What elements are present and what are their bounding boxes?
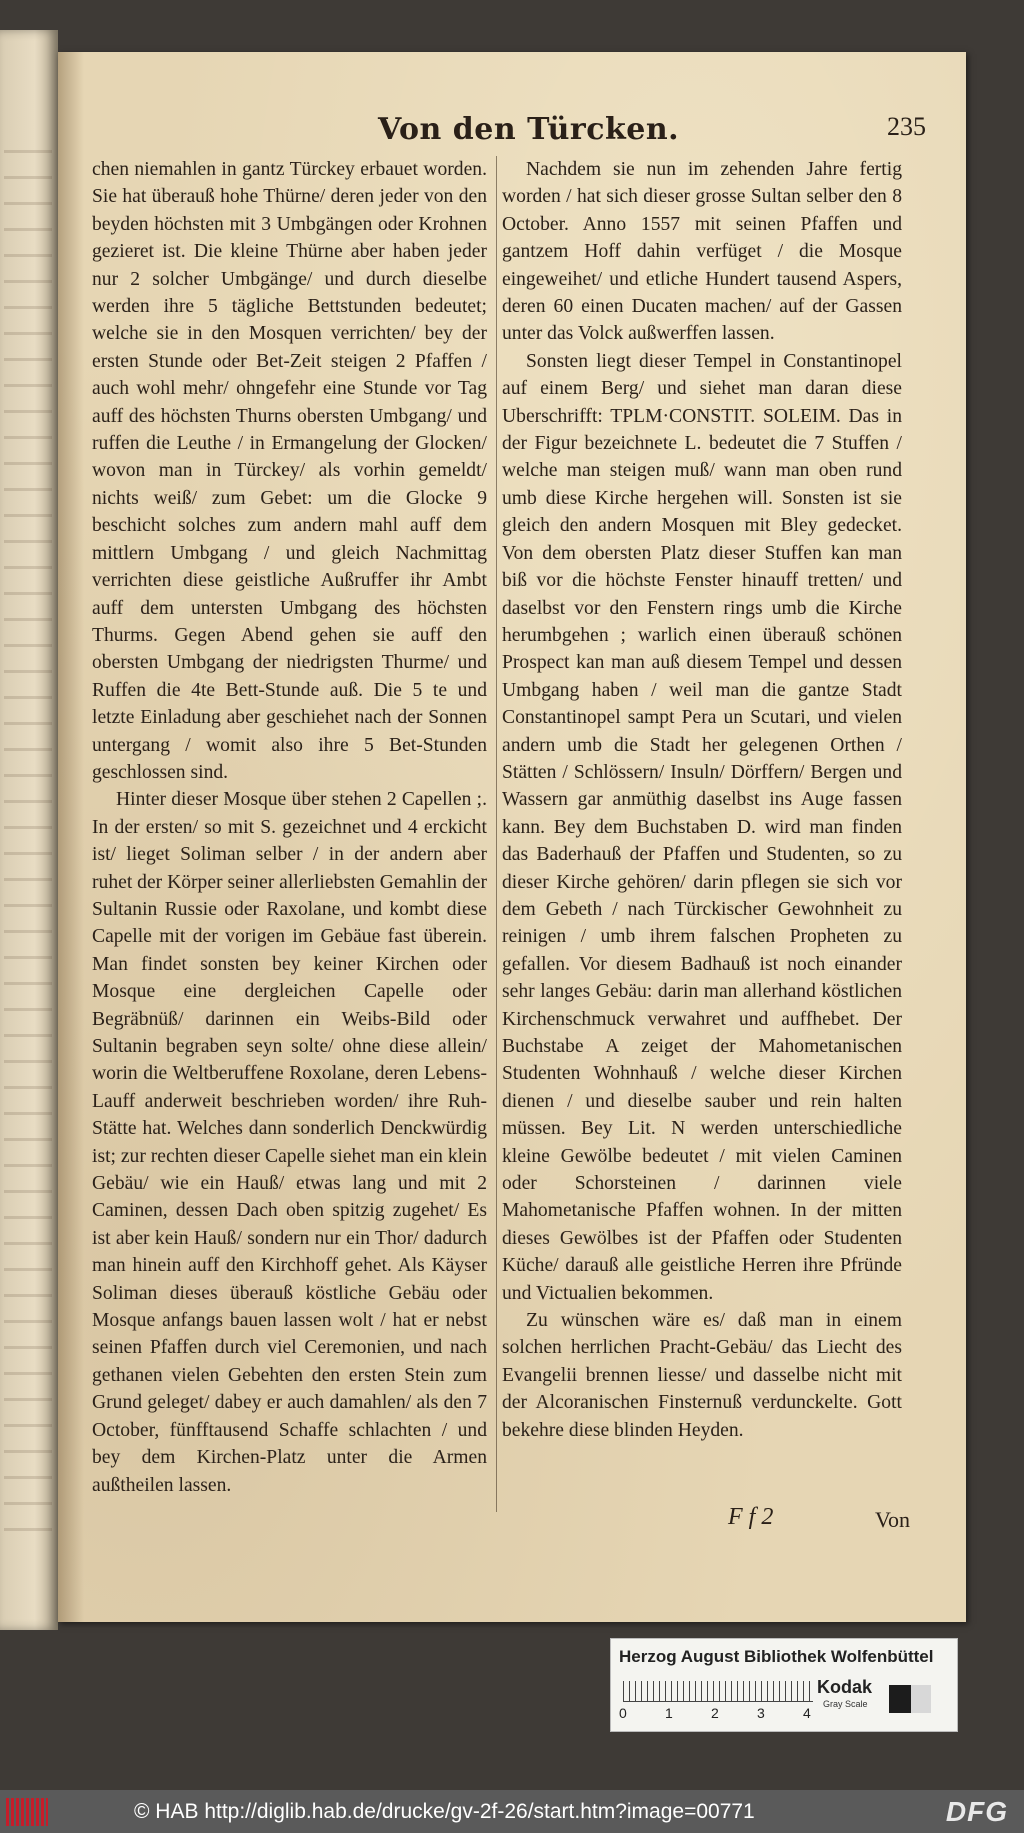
left-paragraph-1: chen niemahlen in gantz Türckey erbauet worden. Sie hat überauß hohe Thürne/ deren jeder von den beyden höchsten mit 3 Umbgängen oder Krohnen gezieret ist. Die kleine Thürne aber haben jeder nur 2 solcher Umbgänge/ und durch dieselbe werden ihre 5 tägliche Bettstunden bedeutet; welche sie in den Mosquen verrichten/ bey der ersten Stunde oder Bet-Zeit steigen 2 Pfaffen / auch wohl mehr/ ohngefehr eine Stunde vor Tag auff des höchsten Thurns obersten Umbgang/ und ruffen die Leuthe / in Ermangelung der Glocken/ wovon man in Türckey/ als vorhin gemeldt/ nichts weiß/ zum Gebet: um die Glocke 9 beschicht solches zum andern mahl auff dem mittlern Umbgang / und gleich Nachmittag verrichten diese geistliche Außruffer ihr Ambt auff dem untersten Umbgang des höchsten Thurms. Gegen Abend gehen sie auff den obersten Umbgang der niedrigsten Thurme/ und Ruffen die 4te Bett-Stunde auß. Die 5 te und letzte Einladung aber geschiehet nach der Sonnen untergang / womit also ihre 5 Bet-Stunden geschlossen sind. <box>92 159 487 783</box>
kodak-logo: Kodak <box>817 1677 873 1697</box>
scale-number: 1 <box>665 1705 673 1721</box>
library-color-target <box>610 1638 958 1732</box>
copyright-link[interactable]: © HAB http://diglib.hab.de/drucke/gv-2f-26/start.htm?image=00771 <box>134 1800 755 1823</box>
scale-ruler <box>623 1681 813 1702</box>
left-paragraph-2: Hinter dieser Mosque über stehen 2 Capellen ;. In der ersten/ so mit S. gezeichnet und 4 erckicht ist/ lieget Soliman selber / in der andern aber ruhet der Körper seiner allerliebsten Gemahlin der Sultanin Russie oder Raxolane, und kombt diese Capelle mit der vorigen im Gebäue fast überein. Man findet sonsten bey keiner Kirchen oder Mosque eine dergleichen Capelle oder Begräbnüß/ darinnen ein Weibs-Bild oder Sultanin begraben seyn solte/ ohne diese allein/ worin die Weltberuffene Roxolane, deren Lebens-Lauff anderweit beschrieben worden/ ihre Ruh-Stätte hat. Welches dann sonderlich Denckwürdig ist; zur rechten dieser Capelle siehet man ein klein Gebäu/ wie ein Hauß/ etwas lang und mit 2 Caminen, dessen Dach oben spitzig zugehet/ Es ist aber kein Hauß/ sondern nur ein Thor/ dadurch man hinein auff den Kirchhoff gehet. Als Käyser Soliman dieses überauß köstliche Gebäu oder Mosque anfangs bauen lassen wolt / hat er nebst seinen Pfaffen durch viel Ceremonien, und nach gethanen vielen Gebehten den ersten Stein zum Grund geleget/ dabey er auch damahlen/ als den 7 October, fünfftausend Schaffe schlachten / und bey dem Kirchen-Platz unter die Armen außtheilen lassen. <box>92 789 487 1496</box>
viewer-footer-bar <box>0 1790 1024 1833</box>
gray-patch-light <box>911 1685 931 1713</box>
scale-number: 0 <box>619 1705 627 1721</box>
gray-patch-dark <box>889 1685 911 1713</box>
gray-scale-label: Gray Scale <box>823 1699 868 1709</box>
right-paragraph-3: Zu wünschen wäre es/ daß man in einem solchen herrlichen Pracht-Gebäu/ das Liecht des Evangelii brennen liesse/ und dasselbe nicht mit der Alcoranischen Finsternuß verdunckelte. Gott bekehre diese blinden Heyden. <box>502 1310 902 1441</box>
catchword: Von <box>874 1507 910 1532</box>
book-page <box>58 52 966 1622</box>
dfg-logo: DFG <box>945 1796 1008 1827</box>
left-column <box>92 156 487 1499</box>
running-head: Von den Türcken. <box>378 112 680 147</box>
scale-number: 2 <box>711 1705 719 1721</box>
previous-page-edge <box>0 30 58 1630</box>
right-paragraph-2: Sonsten liegt dieser Tempel in Constantinopel auf einem Berg/ und siehet man daran diese Uberschrifft: TPLM·CONSTIT. SOLEIM. Das in der Figur bezeichnete L. bedeutet die 7 Stuffen / welche man steigen muß/ wann man oben rund umb diese Kirche hergehen will. Sonsten ist sie gleich den andern Mosquen mit Bley gedecket. Von dem obersten Platz dieser Stuffen kan man biß vor die höchste Fenster hinauff tretten/ und daselbst vor den Fenstern rings umb die Kirche herumbgehen ; warlich einen überauß schönen Prospect kan man auß diesem Tempel und dessen Umbgang haben / weil man die gantze Stadt Constantinopel sampt Pera un Scutari, und vielen andern umb die Stadt her gelegenen Orthen / Stätten / Schlössern/ Insuln/ Dörffern/ Bergen und Wassern gar anmüthig daselbst ins Auge fassen kann. Bey dem Buchstaben D. wird man finden das Baderhauß der Pfaffen und Studenten, so zu dieser Kirche gehören/ darin pflegen sie sich vor dem Gebeth / nach Türckischer Gewohnheit zu reinigen / umb ihrem falschen Propheten zu gefallen. Vor diesem Badhauß ist noch einander sehr langes Gebäu: darin man allerhand köstlichen Kirchenschmuck verwahret und auffhebet. Der Buchstabe A zeiget der Mahometanischen Studenten Wohnhauß / welche dieser Kirchen dienen / und dieselbe sauber und rein halten müssen. Bey Lit. N werden unterschiedliche kleine Gewölbe bedeutet / mit vielen Caminen oder Schorsteinen / darinnen viele Mahometanische Pfaffen wohnen. In der mitten dieses Gewölbes ist der Pfaffen oder Studenten Küche/ darauß alle geistliche Herren ihre Pfründe und Victualien bekommen. <box>502 350 902 1304</box>
barcode-icon <box>6 1798 48 1826</box>
right-paragraph-1: Nachdem sie nun im zehenden Jahre fertig worden / hat sich dieser grosse Sultan selber den 8 October. Anno 1557 mit seinen Pfaffen und gantzem Hoff dahin verfüget / die Mosque eingeweihet/ und etliche Hundert tausend Aspers, deren 60 einen Ducaten machen/ auf der Gassen unter das Volck außwerffen lassen. <box>502 159 902 345</box>
page-gutter-shadow <box>58 52 84 1622</box>
right-column <box>502 156 902 1444</box>
signature-mark: F f 2 <box>728 1504 774 1530</box>
page-number: 235 <box>887 112 926 141</box>
scale-number: 3 <box>757 1705 765 1721</box>
column-rule <box>496 156 497 1512</box>
library-name: Herzog August Bibliothek Wolfenbüttel <box>619 1647 934 1666</box>
previous-page-bleed <box>4 150 52 1550</box>
scale-number: 4 <box>803 1705 811 1721</box>
